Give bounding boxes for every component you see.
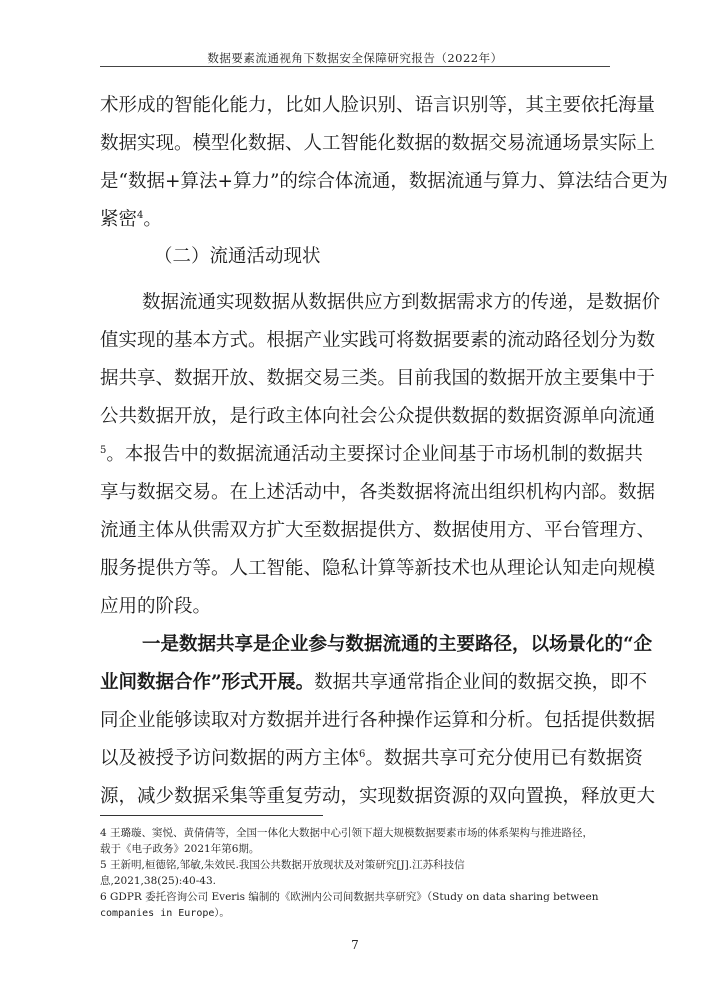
- page-header: 数据要素流通视角下数据安全保障研究报告（2022年）: [207, 51, 503, 65]
- body-text: 以及被授予访问数据的两方主体: [100, 748, 360, 769]
- footnote-divider: [100, 815, 323, 816]
- body-line: 值实现的基本方式。根据产业实践可将数据要素的流动路径划分为数: [100, 330, 656, 351]
- page-number: 7: [351, 938, 359, 952]
- body-line: 数据实现。模型化数据、人工智能化数据的数据交易流通场景实际上: [100, 133, 656, 154]
- footnote-4-line: 载于《电子政务》2021年第6期。: [100, 843, 260, 855]
- body-line: 源，减少数据采集等重复劳动，实现数据资源的双向置换，释放更大: [100, 786, 656, 807]
- header-divider: [100, 66, 610, 67]
- body-line: 是“数据+算法+算力”的综合体流通，数据流通与算力、算法结合更为: [100, 171, 668, 192]
- body-text: 紧密: [100, 209, 138, 230]
- body-line: 同企业能够读取对方数据并进行各种操作运算和分析。包括提供数据: [100, 710, 656, 731]
- body-line: 服务提供方等。人工智能、隐私计算等新技术也从理论认知走向规模: [100, 558, 656, 579]
- body-line: [100, 207, 162, 233]
- footnote-6-line: companies in Europe）。: [100, 908, 230, 919]
- footnote-5-line: 5 王新明,桓德铭,邹敏,朱效民.我国公共数据开放现状及对策研究[J].江苏科技信: [100, 859, 465, 871]
- body-line: 应用的阶段。: [100, 596, 212, 617]
- body-line: 据共享、数据开放、数据交易三类。目前我国的数据开放主要集中于: [100, 368, 656, 389]
- body-line: 公共数据开放，是行政主体向社会公众提供数据的数据资源单向流通: [100, 406, 656, 427]
- body-line-bold: 一是数据共享是企业参与数据流通的主要路径，以场景化的“企: [142, 634, 653, 655]
- footnote-ref-5: 5: [100, 445, 107, 456]
- body-line: 数据流通实现数据从数据供应方到数据需求方的传递，是数据价: [142, 292, 661, 313]
- body-text: 数据共享通常指企业间的数据交换，即不: [314, 672, 648, 693]
- body-line: [100, 746, 643, 772]
- body-text-bold: 业间数据合作”形式开展。: [100, 672, 315, 693]
- body-line: [100, 670, 647, 696]
- body-line: 术形成的智能化能力，比如人脸识别、语言识别等，其主要依托海量: [100, 95, 656, 116]
- footnote-6-line: 6 GDPR 委托咨询公司 Everis 编制的《欧洲内公司间数据共享研究》（Study on data sharing between: [100, 891, 599, 903]
- footnote-4-line: 4 王璐璇、窦悦、黄倩倩等，全国一体化大数据中心引领下超大规模数据要素市场的体系架构与推进路径，: [100, 827, 594, 839]
- body-line: [100, 442, 643, 468]
- body-text: 。数据共享可充分使用已有数据资: [365, 748, 643, 769]
- body-line: 流通主体从供需双方扩大至数据提供方、数据使用方、平台管理方、: [100, 520, 656, 541]
- body-text: 。本报告中的数据流通活动主要探讨企业间基于市场机制的数据共: [106, 444, 643, 465]
- footnote-5-line: 息,2021,38(25):40-43.: [100, 875, 216, 887]
- section-subheading: （二）流通活动现状: [154, 246, 321, 267]
- body-line: 享与数据交易。在上述活动中，各类数据将流出组织机构内部。数据: [100, 482, 656, 503]
- footnote-ref-4: 4: [137, 210, 144, 221]
- body-text: 。: [143, 209, 162, 230]
- footnote-ref-6: 6: [359, 749, 366, 760]
